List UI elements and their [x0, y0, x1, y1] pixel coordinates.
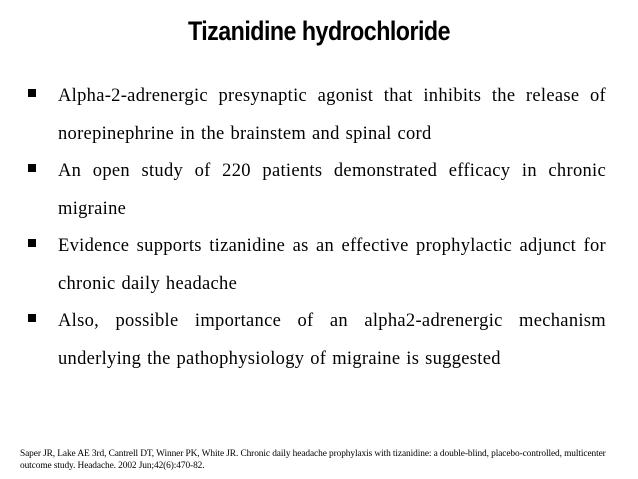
- square-bullet-icon: [28, 239, 36, 247]
- bullet-text: Also, possible importance of an alpha2-adrenergic mechanism underlying the pathophysiology of migraine is suggested: [58, 311, 606, 369]
- square-bullet-icon: [28, 164, 36, 172]
- bullet-text: Alpha-2-adrenergic presynaptic agonist that inhibits the release of norepinephrine in the brainstem and spinal cord: [58, 86, 606, 144]
- bullet-text: An open study of 220 patients demonstrated efficacy in chronic migraine: [58, 161, 606, 219]
- bullet-item: [20, 78, 606, 153]
- bullet-item: [20, 153, 606, 228]
- bullet-item: [20, 303, 606, 378]
- bullet-text: Evidence supports tizanidine as an effective prophylactic adjunct for chronic daily headache: [58, 236, 606, 294]
- bullet-item: [20, 228, 606, 303]
- reference-citation: Saper JR, Lake AE 3rd, Cantrell DT, Winner PK, White JR. Chronic daily headache prophylaxis with tizanidine: a double-blind, placebo-controlled, multicenter outcome study. Headache. 2002 Jun;42(6):470-82.: [20, 449, 606, 471]
- slide-title: Tizanidine hydrochloride: [187, 16, 451, 46]
- square-bullet-icon: [28, 89, 36, 97]
- square-bullet-icon: [28, 314, 36, 322]
- bullet-list: [20, 78, 606, 378]
